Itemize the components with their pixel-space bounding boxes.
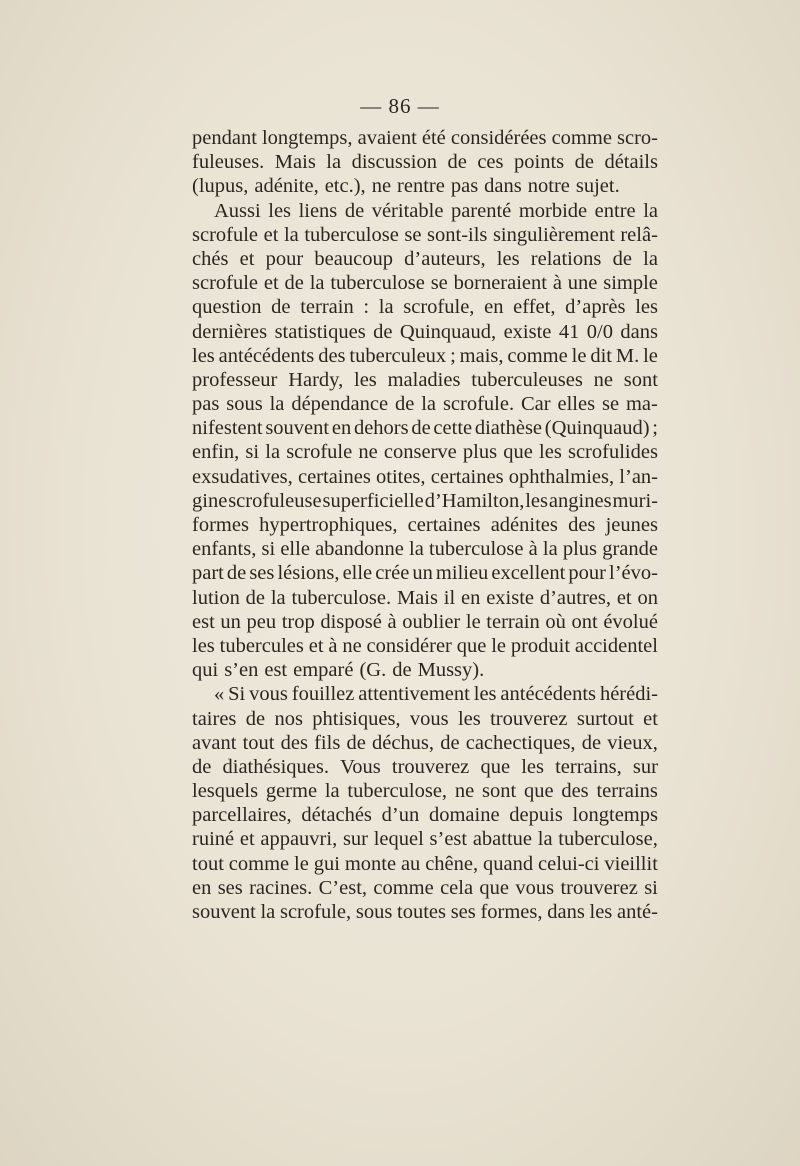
page-number: — 86 —: [360, 94, 440, 118]
text-line: tout comme le gui monte au chêne, quand celui-ci vieillit: [192, 852, 658, 875]
text-line: gine scrofuleuse superficielle d’Hamilton, les angines muri-: [192, 489, 658, 512]
text-line: pendant longtemps, avaient été considérées comme scro-: [192, 127, 658, 149]
body-text: [192, 126, 658, 924]
text-line: les antécédents des tuberculeux ; mais, comme le dit M. le: [192, 344, 658, 367]
text-line: avant tout des fils de déchus, de cachectiques, de vieux,: [192, 731, 658, 754]
text-line: est un peu trop disposé à oublier le terrain où ont évolué: [192, 610, 658, 633]
text-line: Aussi les liens de véritable parenté morbide entre la: [214, 199, 658, 222]
text-line: de diathésiques. Vous trouverez que les terrains, sur: [192, 755, 658, 778]
text-line: fuleuses. Mais la discussion de ces points de détails: [192, 151, 658, 174]
text-line: enfants, si elle abandonne la tuberculose à la plus grande: [192, 538, 658, 561]
text-line: les tubercules et à ne considérer que le produit accidentel: [192, 634, 658, 657]
text-line: qui s’en est emparé (G. de Mussy).: [192, 659, 485, 682]
text-line: scrofule et la tuberculose se sont-ils singulièrement relâ-: [192, 223, 658, 246]
text-line: enfin, si la scrofule ne conserve plus que les scrofulides: [192, 441, 658, 464]
text-line: (lupus, adénite, etc.), ne rentre pas dans notre sujet.: [192, 175, 620, 198]
text-line: pas sous la dépendance de la scrofule. Car elles se ma-: [192, 393, 658, 416]
text-line: question de terrain : la scrofule, en effet, d’après les: [192, 296, 658, 319]
text-line: en ses racines. C’est, comme cela que vous trouverez si: [192, 876, 658, 899]
text-line: « Si vous fouillez attentivement les antécédents hérédi-: [214, 683, 658, 706]
text-line: souvent la scrofule, sous toutes ses formes, dans les anté-: [192, 901, 658, 923]
text-line: lution de la tuberculose. Mais il en existe d’autres, et on: [192, 586, 658, 609]
text-line: ruiné et appauvri, sur lequel s’est abattue la tuberculose,: [192, 828, 658, 851]
text-line: part de ses lésions, elle crée un milieu excellent pour l’évo-: [192, 562, 658, 585]
text-line: chés et pour beaucoup d’auteurs, les relations de la: [192, 247, 658, 270]
text-line: parcellaires, détachés d’un domaine depuis longtemps: [192, 804, 658, 827]
text-line: professeur Hardy, les maladies tuberculeuses ne sont: [192, 368, 658, 391]
text-line: exsudatives, certaines otites, certaines ophthalmies, l’an-: [192, 465, 658, 488]
text-line: dernières statistiques de Quinquaud, existe 41 0/0 dans: [192, 320, 658, 343]
text-line: scrofule et de la tuberculose se borneraient à une simple: [192, 272, 658, 295]
text-line: formes hypertrophiques, certaines adénites des jeunes: [192, 514, 658, 536]
text-line: nifestent souvent en dehors de cette diathèse (Quinquaud) ;: [192, 417, 658, 440]
text-line: lesquels germe la tuberculose, ne sont que des terrains: [192, 780, 658, 803]
text-line: taires de nos phtisiques, vous les trouverez surtout et: [192, 707, 658, 730]
